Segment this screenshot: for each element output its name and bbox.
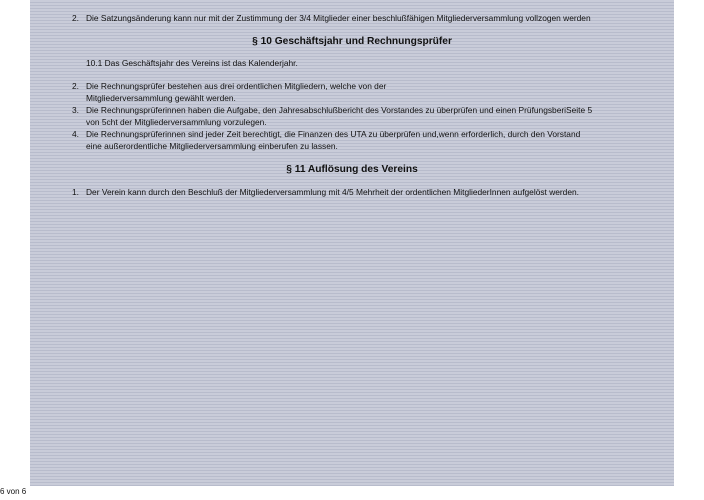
list-number: 2.	[72, 13, 79, 23]
list-text: Die Satzungsänderung kann nur mit der Zustimmung der 3/4 Mitglieder einer beschlußfähigen Mitgliederversammlung vollzogen werden	[86, 13, 591, 23]
list-text-line: Die Rechnungsprüferinnen haben die Aufgabe, den Jahresabschlußbericht des Vorstandes zu überprüfen und einen PrüfungsberiSeite 5	[86, 105, 593, 115]
list-text-line: von 5cht der Mitgliederversammlung vorzulegen.	[86, 117, 267, 127]
list-text-line: eine außerordentliche Mitgliederversammlung einberufen zu lassen.	[86, 141, 338, 151]
section-11-heading: § 11 Auflösung des Vereins	[286, 164, 418, 175]
list-text-line: Die Rechnungsprüfer bestehen aus drei ordentlichen Mitgliedern, welche von der	[86, 81, 387, 91]
page-number: 6 von 6	[0, 487, 27, 496]
list-text-line: Mitgliederversammlung gewählt werden.	[86, 93, 236, 103]
list-number: 2.	[72, 81, 79, 91]
list-number: 4.	[72, 129, 79, 139]
list-number: 3.	[72, 105, 79, 115]
section-10-item-1: 10.1 Das Geschäftsjahr des Vereins ist das Kalenderjahr.	[86, 58, 298, 68]
section-10-heading: § 10 Geschäftsjahr und Rechnungsprüfer	[252, 36, 452, 47]
list-text: Der Verein kann durch den Beschluß der Mitgliederversammlung mit 4/5 Mehrheit der ordentlichen MitgliederInnen aufgelöst werden.	[86, 187, 579, 197]
list-number: 1.	[72, 187, 79, 197]
list-text-line: Die Rechnungsprüferinnen sind jeder Zeit berechtigt, die Finanzen des UTA zu überprüfen und,wenn erforderlich, durch den Vorstand	[86, 129, 581, 139]
content-area	[30, 0, 674, 486]
